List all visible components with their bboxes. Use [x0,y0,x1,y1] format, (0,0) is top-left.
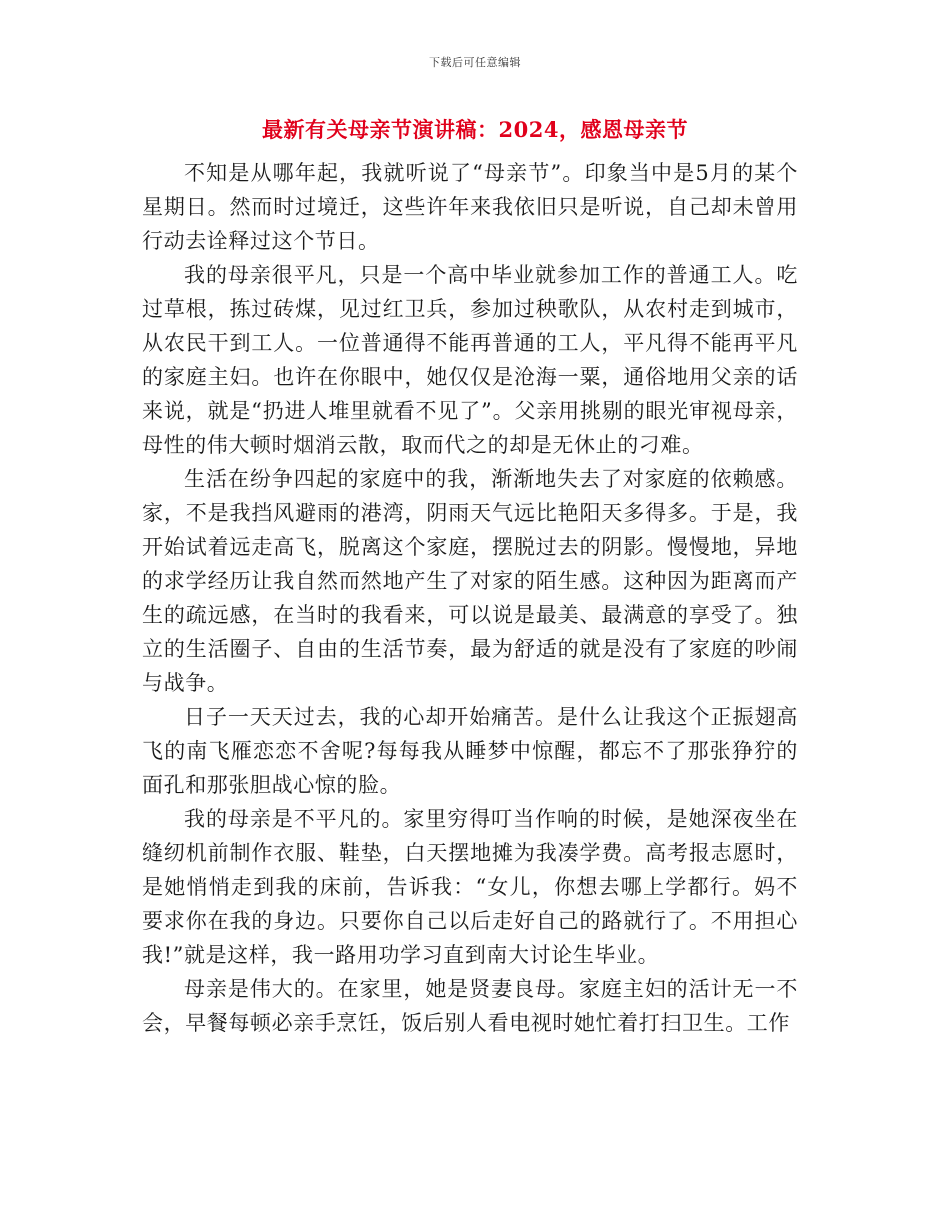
document-body [142,156,798,1040]
paragraph: 我的母亲很平凡，只是一个高中毕业就参加工作的普通工人。吃过草根，拣过砖煤，见过红卫兵，参加过秧歌队，从农村走到城市，从农民干到工人。一位普通得不能再普通的工人，平凡得不能再平凡的家庭主妇。也许在你眼中，她仅仅是沧海一粟，通俗地用父亲的话来说，就是“扔进人堆里就看不见了”。父亲用挑剔的眼光审视母亲，母性的伟大顿时烟消云散，取而代之的却是无休止的刁难。 [142,263,798,457]
header-note: 下载后可任意编辑 [429,56,521,69]
paragraph: 日子一天天过去，我的心却开始痛苦。是什么让我这个正振翅高飞的南飞雁恋恋不舍呢?每每我从睡梦中惊醒，都忘不了那张狰狞的面孔和那张胆战心惊的脸。 [142,705,798,797]
paragraph: 生活在纷争四起的家庭中的我，渐渐地失去了对家庭的依赖感。家，不是我挡风避雨的港湾，阴雨天气远比艳阳天多得多。于是，我开始试着远走高飞，脱离这个家庭，摆脱过去的阴影。慢慢地，异地的求学经历让我自然而然地产生了对家的陌生感。这种因为距离而产生的疏远感，在当时的我看来，可以说是最美、最满意的享受了。独立的生活圈子、自由的生活节奏，最为舒适的就是没有了家庭的吵闹与战争。 [142,467,798,695]
document-title: 最新有关母亲节演讲稿：2024，感恩母亲节 [262,117,688,142]
paragraph: 不知是从哪年起，我就听说了“母亲节”。印象当中是5月的某个星期日。然而时过境迁，这些许年来我依旧只是听说，自己却未曾用行动去诠释过这个节日。 [142,161,798,253]
paragraph: 我的母亲是不平凡的。家里穷得叮当作响的时候，是她深夜坐在缝纫机前制作衣服、鞋垫，白天摆地摊为我凑学费。高考报志愿时，是她悄悄走到我的床前，告诉我：“女儿，你想去哪上学都行。妈不要求你在我的身边。只要你自己以后走好自己的路就行了。不用担心我!”就是这样，我一路用功学习直到南大讨论生毕业。 [142,807,798,967]
paragraph: 母亲是伟大的。在家里，她是贤妻良母。家庭主妇的活计无一不会，早餐每顿必亲手烹饪，饭后别人看电视时她忙着打扫卫生。工作 [142,977,798,1035]
